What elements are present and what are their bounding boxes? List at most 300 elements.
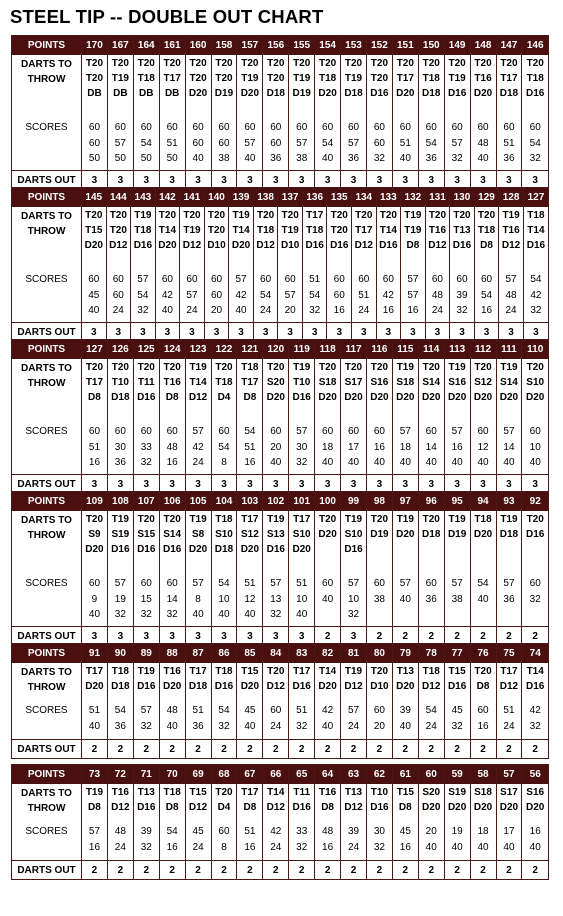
throw-target: D16 xyxy=(292,681,311,692)
darts-out-value: 2 xyxy=(315,627,341,646)
score-value: 60 xyxy=(210,274,223,285)
darts-to-throw-label xyxy=(12,663,82,703)
throw-target: D16 xyxy=(137,802,156,813)
darts-out-value: 3 xyxy=(302,323,327,342)
throw-cell xyxy=(107,784,133,824)
points-value: 56 xyxy=(522,765,548,784)
score-value: 60 xyxy=(186,274,198,285)
darts-out-value: 3 xyxy=(204,323,229,342)
score-cell xyxy=(418,117,444,171)
score-value: 60 xyxy=(270,705,282,716)
darts-to-throw-label-line: THROW xyxy=(27,378,66,389)
darts-out-label: DARTS OUT xyxy=(12,171,82,190)
throw-cell xyxy=(106,207,131,269)
points-value: 87 xyxy=(185,644,211,663)
score-value: 8 xyxy=(195,593,201,605)
throw-target: T18 xyxy=(111,666,129,677)
score-value: 40 xyxy=(347,457,360,468)
points-value: 111 xyxy=(496,340,522,359)
score-value: 14 xyxy=(166,593,178,605)
scores-row xyxy=(12,421,548,475)
darts-out-value: 2 xyxy=(366,740,392,759)
darts-out-value: 3 xyxy=(418,171,444,190)
score-value: 32 xyxy=(140,609,152,620)
throw-target: D12 xyxy=(501,240,521,251)
darts-out-value: 2 xyxy=(418,627,444,646)
throw-target: T15 xyxy=(189,787,207,798)
score-value: 24 xyxy=(192,457,204,468)
score-value: 54 xyxy=(425,137,437,149)
score-value: 60 xyxy=(260,274,272,285)
score-value: 60 xyxy=(425,122,437,133)
points-value: 107 xyxy=(133,492,159,511)
score-cell xyxy=(499,269,524,323)
points-value: 96 xyxy=(418,492,444,511)
darts-out-value: 3 xyxy=(107,171,133,190)
throw-target: D16 xyxy=(292,802,311,813)
throw-target: D16 xyxy=(452,240,472,251)
throw-target: DB xyxy=(164,88,180,99)
throw-cell xyxy=(444,359,470,421)
throw-target: T20 xyxy=(355,210,373,221)
darts-out-value: 3 xyxy=(180,323,205,342)
darts-out-value: 2 xyxy=(496,861,522,880)
throw-target: S14 xyxy=(422,377,441,388)
score-cell xyxy=(133,824,159,861)
score-value: 51 xyxy=(296,705,308,716)
throw-cell xyxy=(341,55,367,117)
points-value: 74 xyxy=(522,644,548,663)
throw-cell xyxy=(107,55,133,117)
score-cell xyxy=(159,117,185,171)
points-value: 64 xyxy=(315,765,341,784)
score-value: 20 xyxy=(284,305,296,316)
score-cell xyxy=(392,824,418,861)
score-value: 32 xyxy=(529,153,541,164)
throw-target: T16 xyxy=(502,225,520,236)
chart-section xyxy=(11,35,549,190)
throw-target: T19 xyxy=(502,210,520,221)
points-value: 134 xyxy=(352,188,377,207)
throw-target: T19 xyxy=(241,73,259,84)
throw-cell xyxy=(289,511,315,573)
score-cell xyxy=(107,117,133,171)
darts-out-value: 3 xyxy=(107,627,133,646)
points-value: 92 xyxy=(522,492,548,511)
score-cell xyxy=(159,573,185,627)
throw-target: S9 xyxy=(88,529,101,540)
darts-out-value: 3 xyxy=(522,171,548,190)
throw-cell xyxy=(444,784,470,824)
score-value: 45 xyxy=(192,826,204,837)
score-value: 54 xyxy=(137,289,149,301)
throw-cell xyxy=(159,359,185,421)
points-value: 61 xyxy=(392,765,418,784)
darts-to-throw-label-line: THROW xyxy=(27,226,66,237)
scores-label: SCORES xyxy=(25,426,68,437)
points-value: 102 xyxy=(263,492,289,511)
points-row xyxy=(12,36,548,55)
darts-out-value: 3 xyxy=(425,323,450,342)
score-value: 40 xyxy=(88,305,100,316)
throw-target: S12 xyxy=(474,377,492,388)
darts-out-value: 3 xyxy=(499,323,524,342)
throw-target: D16 xyxy=(526,681,545,692)
score-value: 60 xyxy=(166,122,178,133)
points-value: 68 xyxy=(211,765,237,784)
throw-target: S19 xyxy=(111,529,130,540)
throw-cell xyxy=(82,663,108,703)
throw-target: T20 xyxy=(111,58,129,69)
score-cell xyxy=(470,421,496,475)
score-cell xyxy=(522,421,548,475)
score-value: 36 xyxy=(270,153,282,164)
points-value: 99 xyxy=(341,492,367,511)
points-value: 142 xyxy=(155,188,180,207)
throw-target: D16 xyxy=(526,240,546,251)
score-value: 16 xyxy=(244,841,256,853)
points-value: 160 xyxy=(185,36,211,55)
score-value: 60 xyxy=(270,426,282,437)
score-value: 57 xyxy=(284,289,296,301)
score-value: 40 xyxy=(399,153,411,164)
score-value: 57 xyxy=(192,578,204,589)
throw-target: T20 xyxy=(526,514,544,525)
score-cell xyxy=(237,824,263,861)
throw-target: D20 xyxy=(231,240,251,251)
score-cell xyxy=(289,824,315,861)
score-value: 40 xyxy=(477,841,489,853)
score-value: 60 xyxy=(192,137,204,149)
score-value: 32 xyxy=(137,305,149,316)
points-value: 113 xyxy=(444,340,470,359)
score-value: 51 xyxy=(88,441,101,453)
points-value: 153 xyxy=(341,36,367,55)
throw-target: D12 xyxy=(256,240,275,251)
score-value: 40 xyxy=(399,593,411,605)
score-value: 54 xyxy=(530,274,542,285)
darts-out-value: 3 xyxy=(159,475,185,494)
score-cell xyxy=(263,117,289,171)
points-value: 167 xyxy=(107,36,133,55)
points-value: 77 xyxy=(444,644,470,663)
score-cell xyxy=(237,703,263,740)
score-cell xyxy=(444,421,470,475)
score-cell xyxy=(418,824,444,861)
score-value: 60 xyxy=(480,274,493,285)
throw-cell xyxy=(327,207,352,269)
throw-target: S17 xyxy=(344,377,363,388)
throw-target: D20 xyxy=(85,544,104,555)
throw-target: T20 xyxy=(111,362,129,373)
checkout-table xyxy=(12,36,548,189)
score-value: 60 xyxy=(529,122,541,133)
throw-cell xyxy=(237,784,263,824)
throw-target: D8 xyxy=(88,392,101,403)
darts-to-throw-label-line: DARTS TO xyxy=(21,667,72,678)
throw-target: D20 xyxy=(447,392,467,403)
throw-target: T20 xyxy=(85,58,104,69)
score-cell xyxy=(82,703,108,740)
score-value: 38 xyxy=(296,153,308,164)
throw-target: T10 xyxy=(370,787,389,798)
throw-target: D20 xyxy=(292,544,311,555)
score-cell xyxy=(159,421,185,475)
darts-out-value: 2 xyxy=(366,861,392,880)
score-value: 38 xyxy=(218,153,230,164)
score-value: 36 xyxy=(114,720,126,732)
throw-target: T20 xyxy=(189,58,207,69)
throw-cell xyxy=(159,511,185,573)
score-value: 57 xyxy=(503,426,515,437)
throw-target: T19 xyxy=(137,666,155,677)
points-value: 76 xyxy=(470,644,496,663)
score-value: 32 xyxy=(451,720,463,732)
darts-out-value: 2 xyxy=(263,861,289,880)
score-value: 40 xyxy=(373,457,385,468)
points-value: 106 xyxy=(159,492,185,511)
points-row xyxy=(12,644,548,663)
throw-target: D12 xyxy=(188,392,208,403)
throw-target: S16 xyxy=(448,377,467,388)
score-value: 40 xyxy=(218,609,230,620)
score-cell xyxy=(470,117,496,171)
score-value: 40 xyxy=(192,153,204,164)
points-value: 140 xyxy=(204,188,229,207)
score-value: 50 xyxy=(114,153,126,164)
points-value: 86 xyxy=(211,644,237,663)
score-value: 40 xyxy=(235,305,247,316)
points-value: 70 xyxy=(159,765,185,784)
score-value: 36 xyxy=(425,593,437,605)
throw-target: T20 xyxy=(344,58,363,69)
score-cell xyxy=(315,573,341,627)
throw-target: D18 xyxy=(499,88,519,99)
throw-cell xyxy=(341,359,367,421)
chart-section xyxy=(11,764,549,880)
throw-target: T20 xyxy=(137,362,155,373)
points-value: 128 xyxy=(499,188,524,207)
throw-target: D4 xyxy=(217,392,231,403)
darts-out-value: 2 xyxy=(418,861,444,880)
throw-target: T19 xyxy=(111,73,129,84)
points-value: 118 xyxy=(315,340,341,359)
scores-row xyxy=(12,824,548,861)
score-value: 16 xyxy=(373,441,385,453)
darts-out-value: 2 xyxy=(392,627,418,646)
score-value: 40 xyxy=(244,720,256,732)
throw-target: T20 xyxy=(318,514,337,525)
darts-out-value: 2 xyxy=(237,740,263,759)
score-value: 60 xyxy=(161,274,173,285)
score-value: 32 xyxy=(456,305,468,316)
throw-cell xyxy=(392,663,418,703)
points-value: 71 xyxy=(133,765,159,784)
points-value: 62 xyxy=(366,765,392,784)
score-cell xyxy=(392,421,418,475)
darts-out-value: 2 xyxy=(237,861,263,880)
throw-target: T14 xyxy=(232,225,250,236)
throw-target: D19 xyxy=(292,88,311,99)
score-value: 60 xyxy=(373,578,385,589)
darts-out-label: DARTS OUT xyxy=(12,627,82,646)
score-value: 45 xyxy=(88,289,100,301)
score-value: 24 xyxy=(114,841,126,853)
throw-cell xyxy=(392,55,418,117)
darts-out-value: 3 xyxy=(341,627,367,646)
darts-out-value: 3 xyxy=(263,171,289,190)
score-value: 36 xyxy=(503,153,515,164)
throw-target: D20 xyxy=(499,802,519,813)
throw-cell xyxy=(496,784,522,824)
throw-target: T20 xyxy=(318,362,337,373)
throw-cell xyxy=(237,511,263,573)
score-value: 16 xyxy=(333,305,345,316)
score-value: 60 xyxy=(114,426,126,437)
score-cell xyxy=(418,703,444,740)
throw-target: T19 xyxy=(85,787,104,798)
throw-target: T20 xyxy=(207,225,226,236)
throw-target: T19 xyxy=(111,514,129,525)
throw-cell xyxy=(82,784,108,824)
score-cell xyxy=(366,421,392,475)
throw-target: D20 xyxy=(188,88,208,99)
darts-to-throw-label-line: THROW xyxy=(27,803,66,814)
throw-target: T18 xyxy=(215,666,233,677)
darts-out-value: 2 xyxy=(211,740,237,759)
points-value: 132 xyxy=(401,188,426,207)
darts-out-label: DARTS OUT xyxy=(12,475,82,494)
score-value: 24 xyxy=(186,305,198,316)
throw-target: D16 xyxy=(330,240,349,251)
throw-target: T18 xyxy=(163,787,181,798)
points-value: 138 xyxy=(253,188,278,207)
throw-cell xyxy=(522,511,548,573)
score-cell xyxy=(315,117,341,171)
throw-target: D18 xyxy=(214,544,234,555)
throw-target: D12 xyxy=(109,240,128,251)
score-cell xyxy=(315,824,341,861)
throw-target: D19 xyxy=(214,88,234,99)
score-cell xyxy=(211,824,237,861)
points-row xyxy=(12,765,548,784)
throw-cell xyxy=(289,359,315,421)
score-value: 54 xyxy=(425,705,437,716)
score-value: 60 xyxy=(270,137,282,149)
score-cell xyxy=(107,421,133,475)
throw-target: D16 xyxy=(447,681,467,692)
throw-cell xyxy=(82,207,107,269)
points-value: 115 xyxy=(392,340,418,359)
score-value: 57 xyxy=(244,137,256,149)
score-value: 60 xyxy=(399,122,411,133)
score-value: 10 xyxy=(347,593,360,605)
throw-cell xyxy=(341,784,367,824)
score-value: 60 xyxy=(140,122,152,133)
throw-target: D8 xyxy=(88,802,101,813)
score-value: 60 xyxy=(373,122,385,133)
throw-target: T20 xyxy=(189,73,207,84)
throw-target: T20 xyxy=(422,58,440,69)
throw-cell xyxy=(315,784,341,824)
throw-cell xyxy=(392,511,418,573)
score-value: 16 xyxy=(399,841,411,853)
score-value: 57 xyxy=(451,426,463,437)
throw-target: T20 xyxy=(163,58,181,69)
points-value: 120 xyxy=(263,340,289,359)
scores-label: SCORES xyxy=(25,705,68,716)
throw-target: T20 xyxy=(85,210,103,221)
score-value: 24 xyxy=(503,720,515,732)
throw-cell xyxy=(237,359,263,421)
throw-target: D20 xyxy=(396,392,415,403)
points-label: POINTS xyxy=(12,492,82,511)
score-value: 57 xyxy=(137,274,149,285)
scores-label: SCORES xyxy=(25,122,68,133)
scores-label: SCORES xyxy=(25,274,68,285)
score-value: 60 xyxy=(112,289,124,301)
darts-to-throw-label-line: DARTS TO xyxy=(21,515,72,526)
darts-out-value: 2 xyxy=(392,740,418,759)
score-value: 54 xyxy=(114,705,126,716)
throw-target: T20 xyxy=(137,58,155,69)
score-cell xyxy=(263,421,289,475)
throw-target: D20 xyxy=(526,802,545,813)
score-value: 16 xyxy=(382,305,394,316)
darts-out-label: DARTS OUT xyxy=(12,323,82,342)
throw-cell xyxy=(107,663,133,703)
points-value: 108 xyxy=(107,492,133,511)
darts-out-value: 3 xyxy=(366,171,392,190)
points-value: 133 xyxy=(376,188,401,207)
score-value: 57 xyxy=(140,705,152,716)
score-cell xyxy=(522,573,548,627)
score-value: 24 xyxy=(347,720,360,732)
score-cell xyxy=(470,573,496,627)
throw-cell xyxy=(82,511,108,573)
score-value: 60 xyxy=(347,426,360,437)
score-value: 13 xyxy=(270,593,282,605)
points-value: 116 xyxy=(366,340,392,359)
points-label: POINTS xyxy=(12,644,82,663)
throw-target: T11 xyxy=(137,377,155,388)
score-value: 54 xyxy=(218,441,230,453)
points-label: POINTS xyxy=(12,340,82,359)
points-value: 93 xyxy=(496,492,522,511)
throw-cell xyxy=(470,663,496,703)
throw-target: T17 xyxy=(189,666,207,677)
score-cell xyxy=(522,824,548,861)
score-value: 51 xyxy=(244,441,256,453)
score-value: 24 xyxy=(347,841,360,853)
score-value: 39 xyxy=(456,289,468,301)
points-value: 143 xyxy=(131,188,156,207)
score-value: 10 xyxy=(296,593,308,605)
score-value: 60 xyxy=(88,274,100,285)
throw-cell xyxy=(496,359,522,421)
score-value: 60 xyxy=(425,578,437,589)
throw-target: D12 xyxy=(111,802,130,813)
score-value: 32 xyxy=(296,457,308,468)
throw-target: D8 xyxy=(243,392,257,403)
score-value: 32 xyxy=(296,841,308,853)
darts-out-value: 3 xyxy=(211,171,237,190)
darts-out-value: 3 xyxy=(522,475,548,494)
score-value: 40 xyxy=(296,609,308,620)
score-value: 60 xyxy=(373,705,385,716)
points-value: 154 xyxy=(315,36,341,55)
throw-target: S10 xyxy=(292,529,311,540)
